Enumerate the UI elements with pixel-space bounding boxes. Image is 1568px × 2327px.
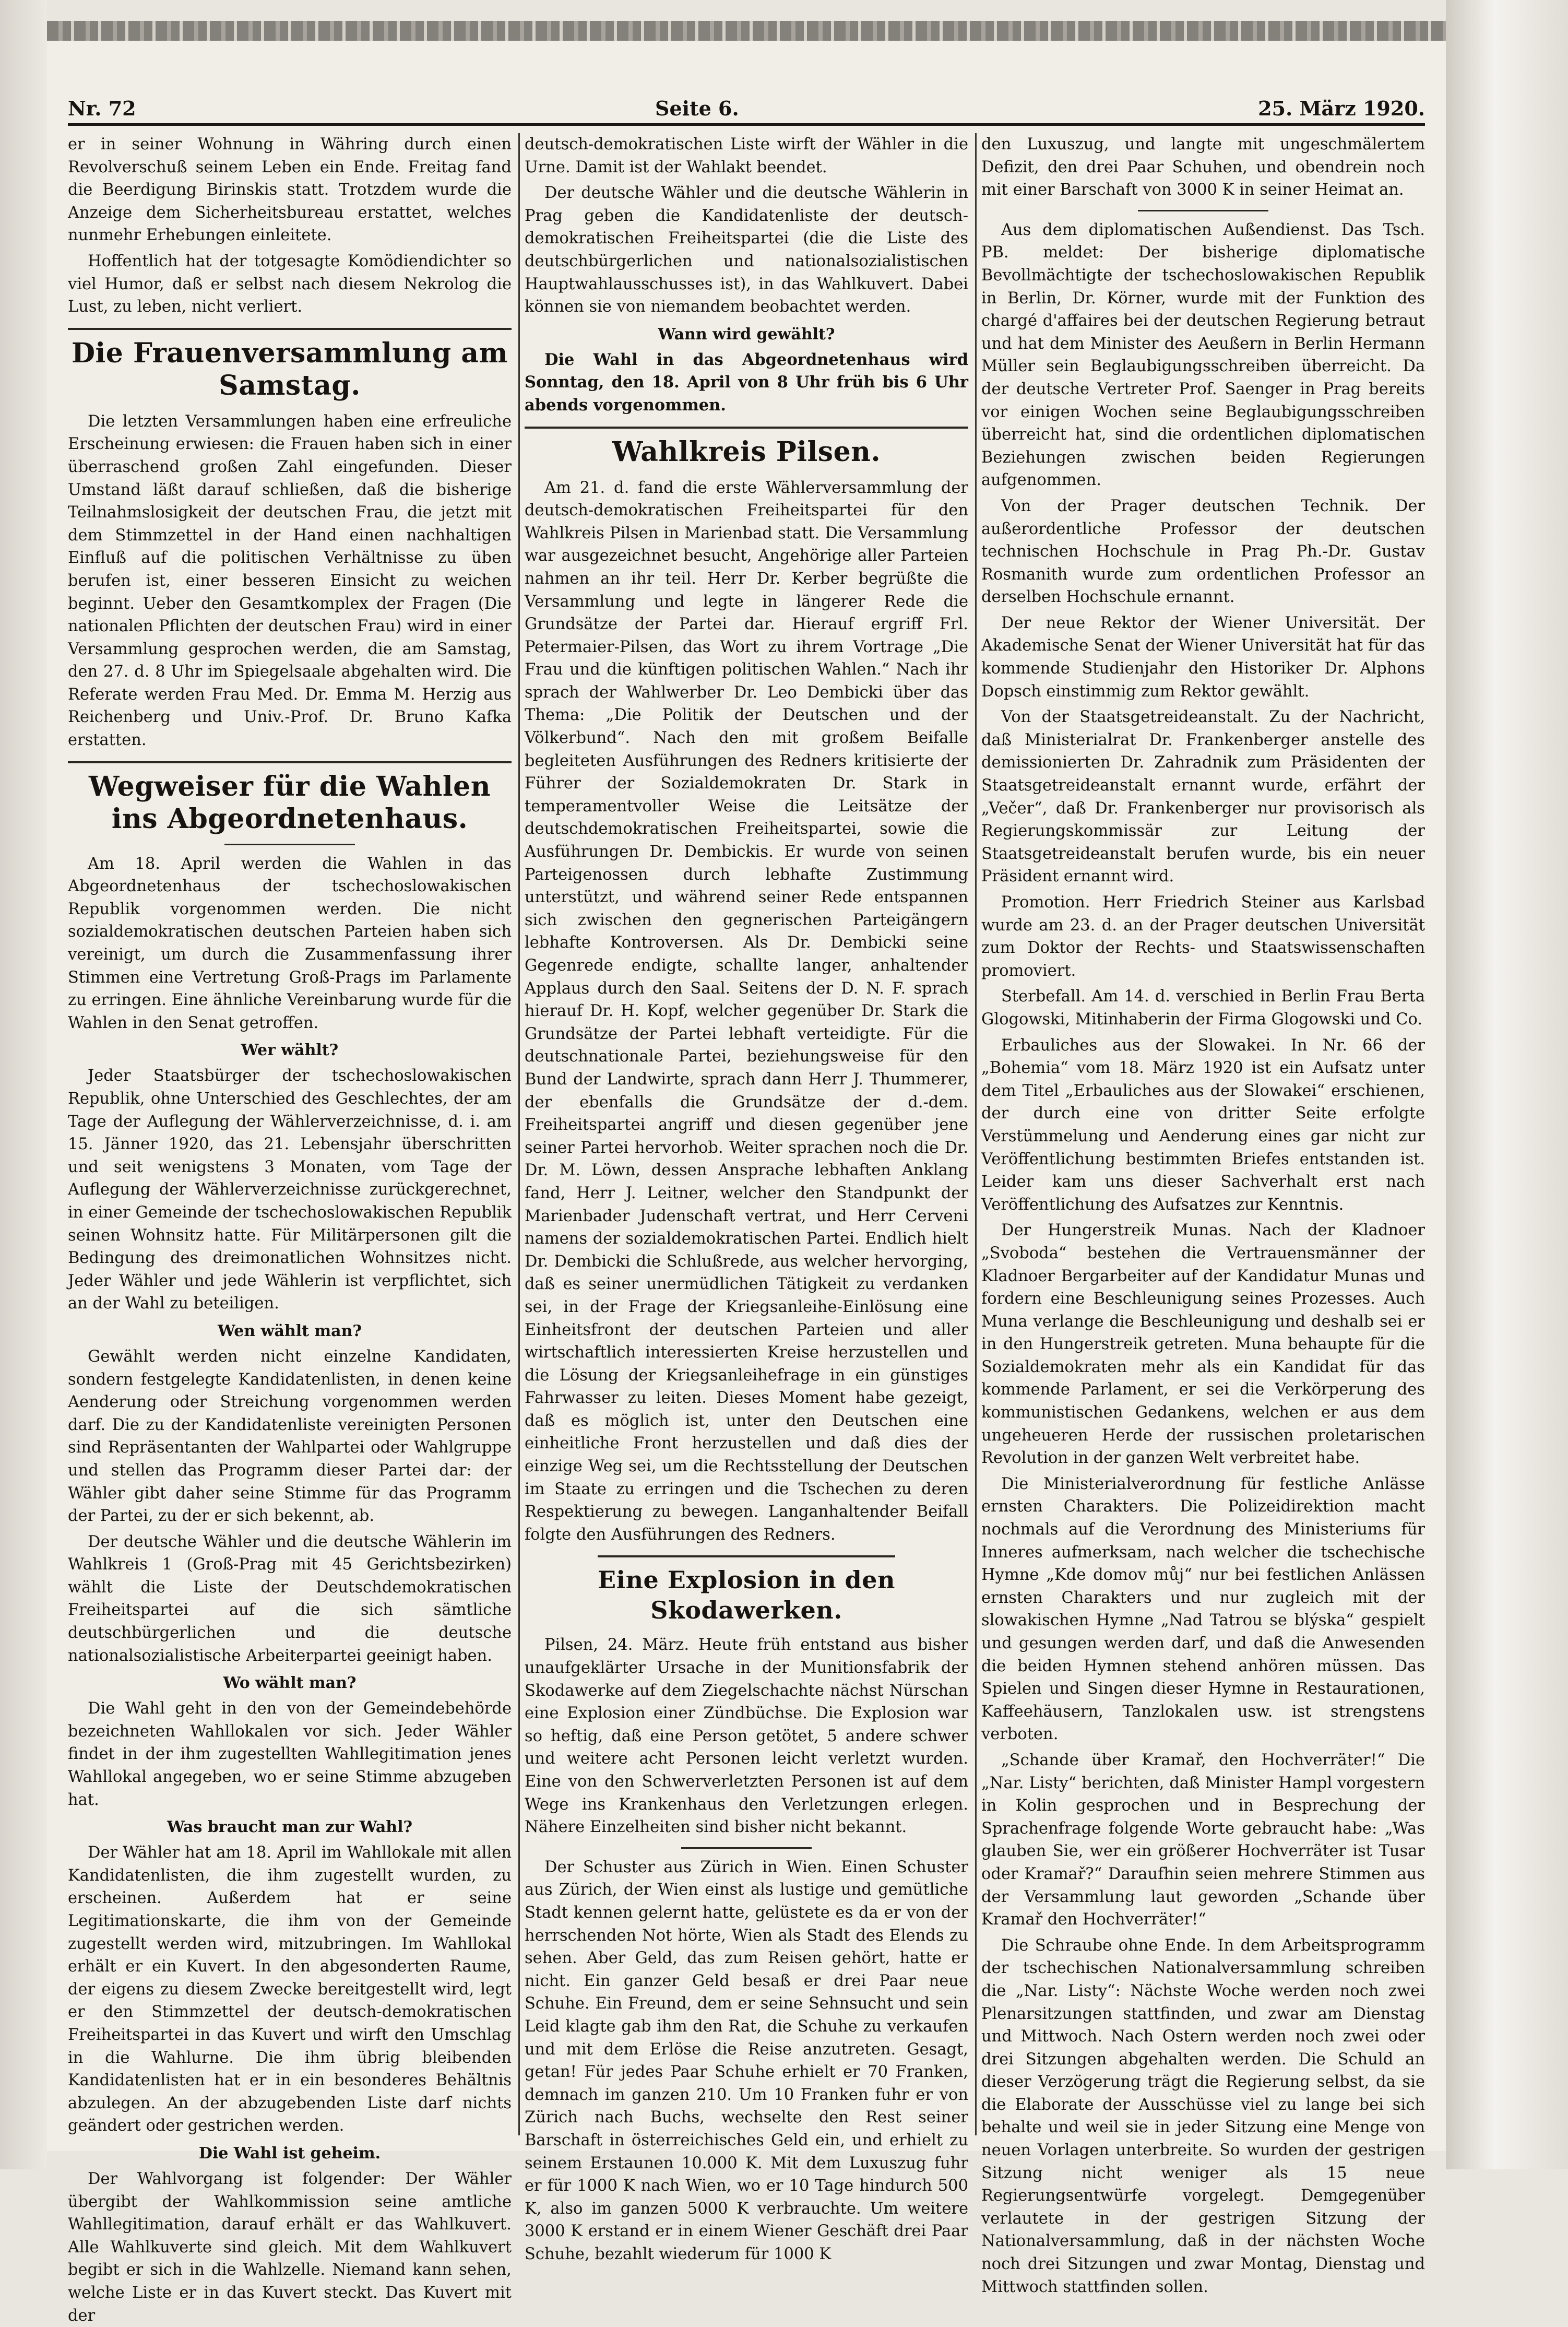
section-rule: [224, 844, 355, 845]
subhead-was-braucht-man: Was braucht man zur Wahl?: [167, 1818, 413, 1837]
column-divider: [975, 133, 977, 2135]
subhead-wen-waehlt-man: Wen wählt man?: [218, 1321, 362, 1340]
headline-frauenversammlung: Die Frauenversammlung am Samstag.: [71, 337, 508, 401]
section-rule: [681, 1847, 812, 1849]
article-paragraph: Der deutsche Wähler und die deutsche Wählerin in Prag geben die Kandidatenliste der deutsch-demokratischen Freiheitspartei (die die Liste des deutschbürgerlichen und nationalsozialistischen Hauptwahlausschusses ist), in das Wahlkuvert. Dabei können sie von niemandem beobachtet werden.: [525, 184, 968, 316]
page-header: [68, 78, 1425, 120]
issue-number: Nr. 72: [68, 97, 136, 120]
issue-date: 25. März 1920.: [1258, 97, 1425, 120]
section-rule: [68, 328, 512, 330]
article-paragraph: Der deutsche Wähler und die deutsche Wählerin im Wahlkreis 1 (Groß-Prag mit 45 Gerichtsbezirken) wählt die Liste der Deutschdemokratischen Freiheitspartei auf die sich sämtliche deutschbürgerlichen und die deutsche nationalsozialistische Arbeiterpartei geeinigt haben.: [68, 1532, 512, 1665]
subhead-wo-waehlt-man: Wo wählt man?: [223, 1674, 357, 1693]
scan-left-margin: [0, 0, 47, 2169]
article-paragraph: den Luxuszug, und langte mit ungeschmälertem Defizit, den drei Paar Schuhen, und obendrein noch mit einer Barschaft von 3000 K in seiner Heimat an.: [981, 135, 1425, 199]
article-paragraph: Die letzten Versammlungen haben eine erfreuliche Erscheinung erwiesen: die Frauen haben sich in einer überraschend großen Zahl eingefunden. Dieser Umstand läßt darauf schließen, daß die bisherige Teilnahmslosigkeit der deutschen Frau, die jetzt mit dem Stimmzettel in der Hand einen nachhaltigen Einfluß auf die politischen Verhältnisse zu üben berufen ist, einer besseren Einsicht zu weichen beginnt. Ueber den Gesamtkomplex der Fragen (Die nationalen Pflichten der deutschen Frau) wird in einer Versammlung gesprochen werden, die am Samstag, den 27. d. 8 Uhr im Spiegelsaale abgehalten wird. Die Referate werden Frau Med. Dr. Emma M. Herzig aus Reichenberg und Univ.-Prof. Dr. Bruno Kafka erstatten.: [68, 412, 512, 750]
news-item: „Schande über Kramař, den Hochverräter!“ Die „Nar. Listy“ berichten, daß Minister Hampl vorgestern in Kolin gesprochen und in Besprechung der Sprachenfrage folgende Worte gebraucht habe: „Was glauben Sie, wer ein größerer Hochverräter ist Tusar oder Kramař?“ Daraufhin seien mehrere Stimmen aus der Versammlung laut geworden „Schande über Kramař den Hochverräter!“: [981, 1751, 1425, 1929]
news-item: Aus dem diplomatischen Außendienst. Das Tsch. PB. meldet: Der bisherige diplomatische Bevollmächtigte der tschechoslowakischen Republik in Berlin, Dr. Körner, wurde mit der Funktion des chargé d'affaires bei der deutschen Regierung betraut und hat dem Minister des Aeußern in Berlin Hermann Müller sein Beglaubigungsschreiben überreicht. Da der deutsche Vertreter Prof. Saenger in Prag bereits vor einigen Wochen seine Beglaubigungsschreiben überreicht hat, sind die ordentlichen diplomatischen Beziehungen zwischen beiden Regierungen aufgenommen.: [981, 220, 1425, 490]
article-paragraph: Der Wähler hat am 18. April im Wahllokale mit allen Kandidatenlisten, die ihm zugestellt wurden, zu erscheinen. Außerdem hat er seine Legitimationskarte, die ihm von der Gemeinde zugestellt werden wird, mitzubringen. Im Wahllokal erhält er ein Kuvert. In den abgesonderten Raume, der eigens zu diesem Zwecke bereitgestellt wird, legt er den Stimmzettel der deutsch-demokratischen Freiheitspartei in das Kuvert und wirft den Umschlag in die Wahlurne. Die ihm übrig bleibenden Kandidatenlisten hat er in ein besonderes Behältnis abzulegen. An der abzugebenden Liste darf nichts geändert oder gestrichen werden.: [68, 1844, 512, 2135]
news-item: Von der Prager deutschen Technik. Der außerordentliche Professor der deutschen technischen Hochschule in Prag Ph.-Dr. Gustav Rosmanith wurde zum ordentlichen Professor an derselben Hochschule ernannt.: [981, 497, 1425, 607]
subhead-wann-gewaehlt: Wann wird gewählt?: [658, 325, 835, 344]
article-paragraph: Gewählt werden nicht einzelne Kandidaten, sondern festgelegte Kandidatenlisten, in denen keine Aenderung oder Streichung vorgenommen werden darf. Die zu der Kandidatenliste vereinigten Personen sind Repräsentanten der Wahlpartei oder Wahlgruppe und stellen das Programm dieser Partei dar: der Wähler gibt daher seine Stimme für das Programm der Partei, zu der er sich bekennt, ab.: [68, 1347, 512, 1526]
section-rule: [1138, 210, 1268, 211]
section-rule: [598, 1555, 895, 1557]
headline-wahlkreis-pilsen: Wahlkreis Pilsen.: [612, 435, 881, 468]
news-item: Sterbefall. Am 14. d. verschied in Berlin Frau Berta Glogowski, Mitinhaberin der Firma Glogowski und Co.: [981, 987, 1425, 1029]
newspaper-page: [47, 21, 1446, 2325]
column-3: [981, 133, 1425, 2296]
article-paragraph: Die Wahl in das Abgeordnetenhaus wird Sonntag, den 18. April von 8 Uhr früh bis 6 Uhr abends vorgenommen.: [525, 350, 968, 415]
news-item: Der neue Rektor der Wiener Universität. Der Akademische Senat der Wiener Universität hat für das kommende Studienjahr den Historiker Dr. Alphons Dopsch einstimmig zum Rektor gewählt.: [981, 613, 1425, 701]
page-number: Seite 6.: [655, 97, 739, 120]
section-rule: [525, 427, 968, 429]
news-item: Der Hungerstreik Munas. Nach der Kladnoer „Svoboda“ bestehen die Vertrauensmänner der Kladnoer Bergarbeiter auf der Kandidatur Munas und fordern eine Beschleunigung seines Prozesses. Auch Muna verlange die Beschleunigung und deshalb sei er in den Hungerstreik getreten. Muna behaupte für die Sozialdemokraten mehr als ein Kandidat für das kommende Parlament, er sei die Verkörperung des kommunistischen Gedankens, welchen er aus dem ungeheueren Herde der russischen proletarischen Revolution in der ganzen Welt verbreitet habe.: [981, 1221, 1425, 1468]
article-paragraph: Pilsen, 24. März. Heute früh entstand aus bisher unaufgeklärter Ursache in der Munitionsfabrik der Skodawerke auf dem Ziegelschachte nächst Nürschan eine Explosion einer Zündbüchse. Die Explosion war so heftig, daß eine Person getötet, 5 andere schwer und weitere acht Personen leicht verletzt wurden. Eine von den Schwerverletzten Personen ist auf dem Wege ins Krankenhaus den Verletzungen erlegen. Nähere Einzelheiten sind bisher nicht bekannt.: [525, 1636, 968, 1837]
torn-masthead-strip: [47, 21, 1446, 41]
news-item: Die Ministerialverordnung für festliche Anlässe ernsten Charakters. Die Polizeidirektion macht nochmals auf die Verordnung des Ministeriums für Inneres aufmerksam, nach welcher die tschechische Hymne „Kde domov můj“ nur bei festlichen Anlässen ernsten Charakters und nur zugleich mit der slowakischen Hymne „Nad Tatrou se blýska“ gespielt und gesungen werden darf, und daß die Anwesenden die beiden Hymnen stehend anhören müssen. Das Spielen und Singen dieser Hymne in Restaurationen, Kaffeehäusern, Tanzlokalen usw. ist strengstens verboten.: [981, 1474, 1425, 1744]
article-paragraph: deutsch-demokratischen Liste wirft der Wähler in die Urne. Damit ist der Wahlakt beendet.: [525, 135, 968, 176]
article-paragraph: Die Wahl geht in den von der Gemeindebehörde bezeichneten Wahllokalen vor sich. Jeder Wähler findet in der ihm zugestellten Wahllegitimation jenes Wahllokal angegeben, wo er seine Stimme abzugeben hat.: [68, 1699, 512, 1809]
section-rule: [68, 761, 512, 763]
article-paragraph: Der Schuster aus Zürich in Wien. Einen Schuster aus Zürich, der Wien einst als lustige und gemütliche Stadt kennen gelernt hatte, gelüstete es da er von der herrschenden Not hörte, Wien als Stadt des Elends zu sehen. Aber Geld, das zum Reisen gehört, hatte er nicht. Ein ganzer Geld besaß er drei Paar neue Schuhe. Ein Freund, dem er seine Sehnsucht und sein Leid klagte gab ihm den Rat, die Schuhe zu verkaufen und mit dem Erlöse die Reise anzutreten. Gesagt, getan! Für jedes Paar Schuhe erhielt er 70 Franken, demnach im ganzen 210. Um 10 Franken fuhr er von Zürich nach Buchs, wechselte den Rest seiner Barschaft in österreichisches Geld ein, und erhielt zu seinem Erstaunen 10.000 K. Mit dem Luxuszug fuhr er für 1000 K nach Wien, wo er 10 Tage hindurch 500 K, also im ganzen 5000 K verbrauchte. Um weitere 3000 K erstand er in einem Wiener Geschäft drei Paar Schuhe, bezahlt wiederum für 1000 K: [525, 1858, 968, 2263]
article-paragraph: Jeder Staatsbürger der tschechoslowakischen Republik, ohne Unterschied des Geschlechtes, der am Tage der Auflegung der Wählerverzeichnisse, d. i. am 15. Jänner 1920, das 21. Lebensjahr überschritten und seit wenigstens 3 Monaten, vom Tage der Auflegung der Wählerverzeichnisse zurückgerechnet, in einer Gemeinde der tschechoslowakischen Republik seinen Wohnsitz hatte. Für Militärpersonen gilt die Bedingung des dreimonatlichen Wohnsitzes nicht. Jeder Wähler und jede Wählerin ist verpflichtet, sich an der Wahl zu beteiligen.: [68, 1067, 512, 1313]
news-item: Promotion. Herr Friedrich Steiner aus Karlsbad wurde am 23. d. an der Prager deutschen Universität zum Doktor der Rechts- und Staatswissenschaften promoviert.: [981, 893, 1425, 980]
article-paragraph: Hoffentlich hat der totgesagte Komödiendichter so viel Humor, daß er selbst nach diesem Nekrolog die Lust, zu leben, nicht verliert.: [68, 252, 512, 316]
news-item: Von der Staatsgetreideanstalt. Zu der Nachricht, daß Ministerialrat Dr. Frankenberger anstelle des demissionierten Dr. Zahradnik zum Präsidenten der Staatsgetreideanstalt ernannt wurde, erfährt der „Večer“, daß Dr. Frankenberger nur provisorisch als Regierungskommissär zur Leitung der Staatsgetreideanstalt berufen wurde, bis ein neuer Präsident ernannt wird.: [981, 708, 1425, 886]
article-paragraph: Am 18. April werden die Wahlen in das Abgeordnetenhaus der tschechoslowakischen Republik vorgenommen werden. Die nicht sozialdemokratischen deutschen Parteien haben sich vereinigt, um durch die Zusammenfassung ihrer Stimmen eine Vertretung Groß-Prags im Parlamente zu erringen. Eine ähnliche Vereinbarung wurde für die Wahlen in den Senat getroffen.: [68, 854, 512, 1032]
subhead-wer-waehlt: Wer wählt?: [241, 1041, 339, 1060]
news-item: Erbauliches aus der Slowakei. In Nr. 66 der „Bohemia“ vom 18. März 1920 ist ein Aufsatz unter dem Titel „Erbauliches aus der Slowakei“ erschienen, der durch eine von dritter Seite erfolgte Verstümmelung und Aenderung eines gar nicht zur Veröffentlichung bestimmten Briefes entstanden ist. Leider kam uns dieser Sachverhalt erst nach Veröffentlichung des Aufsatzes zur Kenntnis.: [981, 1036, 1425, 1214]
scan-right-margin: [1446, 0, 1568, 2169]
news-item: Die Schraube ohne Ende. In dem Arbeitsprogramm der tschechischen Nationalversammlung schreiben die „Nar. Listy“: Nächste Woche werden noch zwei Plenarsitzungen stattfinden, und zwar am Dienstag und Mittwoch. Nach Ostern werden noch zwei oder drei Sitzungen abgehalten werden. Die Schuld an dieser Verzögerung trägt die Regierung selbst, da sie die Elaborate der Ausschüsse viel zu lange bei sich behalte und weil sie in jeder Sitzung eine Menge von neuen Vorlagen unterbreite. So wurden der gestrigen Sitzung nicht weniger als 15 neue Regierungsentwürfe vorgelegt. Demgegenüber verlautete in der gestrigen Sitzung der Nationalversammlung, daß in der nächsten Woche noch drei Sitzungen und zwar Montag, Dienstag und Mittwoch stattfinden sollen.: [981, 1936, 1425, 2296]
subhead-wahl-geheim: Die Wahl ist geheim.: [198, 2144, 381, 2163]
column-2: [525, 133, 968, 2263]
column-1: [68, 133, 512, 2325]
column-divider: [518, 133, 520, 2135]
article-paragraph: er in seiner Wohnung in Währing durch einen Revolverschuß seinem Leben ein Ende. Freitag fand die Beerdigung Birinskis statt. Trotzdem wurde die Anzeige dem Sicherheitsbureau erstattet, welches nunmehr Erhebungen einleitete.: [68, 135, 512, 245]
headline-wegweiser: Wegweiser für die Wahlen ins Abgeordnetenhaus.: [88, 770, 491, 835]
article-paragraph: Am 21. d. fand die erste Wählerversammlung der deutsch-demokratischen Freiheitspartei für den Wahlkreis Pilsen in Marienbad statt. Die Versammlung war ausgezeichnet besucht, Angehörige aller Parteien nahmen an ihr teil. Herr Dr. Kerber begrüßte die Versammlung und legte in längerer Rede die Grundsätze der Partei dar. Hierauf ergriff Frl. Petermaier-Pilsen, das Wort zu ihrem Vortrage „Die Frau und die künftigen politischen Wahlen.“ Nach ihr sprach der Wahlwerber Dr. Leo Dembicki über das Thema: „Die Politik der Deutschen und der Völkerbund“. Nach den mit großem Beifalle begleiteten Ausführungen des Redners kritisierte der Führer der Sozialdemokraten Dr. Stark in temperamentvoller Weise die Leitsätze der deutschdemokratischen Freiheitspartei, sowie die Ausführungen Dr. Dembickis. Er wurde von seinen Parteigenossen durch lebhafte Zustimmung unterstützt, und während seiner Rede entspannen sich zwischen den gegnerischen Parteigängern lebhafte Kontroversen. Als Dr. Dembicki seine Gegenrede endigte, schallte langer, anhaltender Applaus durch den Saal. Seitens der D. N. F. sprach hierauf Dr. H. Kopf, welcher gegenüber Dr. Stark die Grundsätze der Partei lebhaft verteidigte. Für die deutschnationale Partei, beziehungsweise für den Bund der Landwirte, sprach dann Herr J. Thummerer, der ebenfalls die Grundsätze der d.-dem. Freiheitspartei angriff und diesen gegenüber jene seiner Partei hervorhob. Weiter sprachen noch die Dr. Dr. M. Löwn, dessen Ansprache lebhaften Anklang fand, Herr J. Leitner, welcher den Standpunkt der Marienbader Judenschaft vertrat, und Herr Cerveni namens der sozialdemokratischen Partei. Endlich hielt Dr. Dembicki die Schlußrede, aus welcher hervorging, daß es seiner unermüdlichen Tätigkeit zu verdanken sei, in der Frage der Kriegsanleihe-Einlösung eine Einheitsfront der deutschen Parteien und aller wirtschaftlich interessierten Kreise herzustellen und die Lösung der Kriegsanleihefrage in ein günstiges Fahrwasser zu leiten. Dieses Moment habe gezeigt, daß es möglich ist, unter den Deutschen eine einheitliche Front herzustellen und daß dies der einzige Weg sei, um die Rechtsstellung der Deutschen im Staate zu erringen und die Tschechen zu deren Respektierung zu bewegen. Langanhaltender Beifall folgte den Ausführungen des Redners.: [525, 478, 968, 1544]
header-rule: [68, 123, 1425, 126]
article-paragraph: Der Wahlvorgang ist folgender: Der Wähler übergibt der Wahlkommission seine amtliche Wahllegitimation, darauf erhält er das Wahlkuvert. Alle Wahlkuverte sind gleich. Mit dem Wahlkuvert begibt er sich in die Wahlzelle. Niemand kann sehen, welche Liste er in das Kuvert steckt. Das Kuvert mit der: [68, 2169, 512, 2325]
headline-explosion-skodawerke: Eine Explosion in den Skodawerken.: [598, 1566, 895, 1625]
